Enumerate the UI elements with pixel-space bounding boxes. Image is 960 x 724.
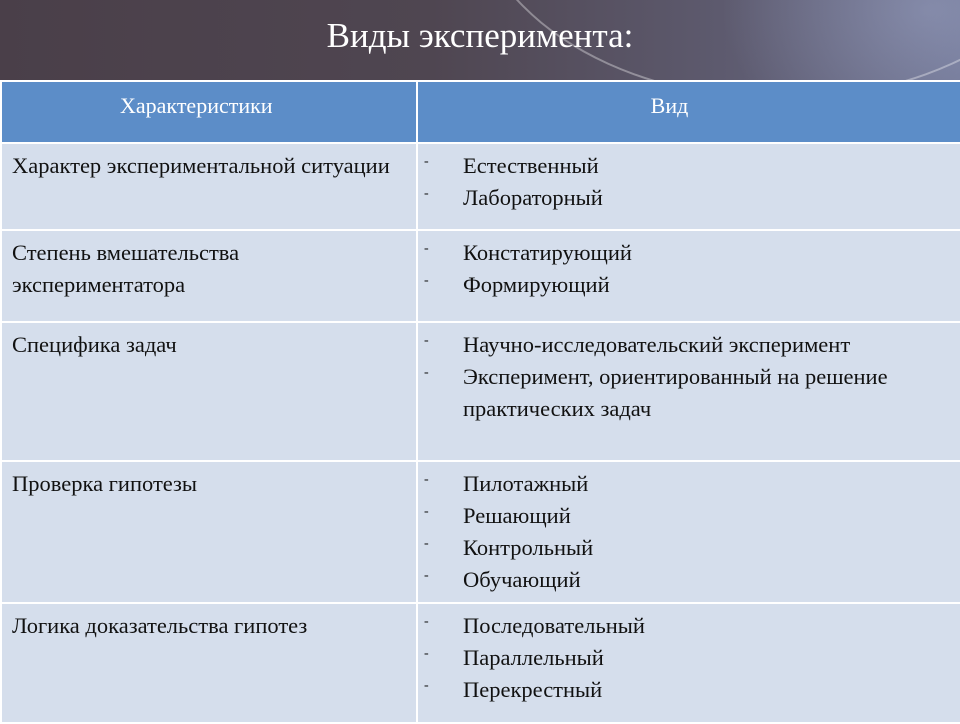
bullet-dash: -	[424, 241, 429, 256]
characteristic-cell: Специфика задач	[1, 322, 417, 461]
kind-list	[418, 468, 960, 596]
bullet-dash: -	[424, 273, 429, 288]
kind-cell	[417, 461, 960, 603]
experiment-types-table-container	[0, 80, 960, 720]
kind-label: Последовательный	[463, 613, 645, 638]
table-row	[1, 603, 960, 723]
characteristic-cell: Проверка гипотезы	[1, 461, 417, 603]
list-item	[418, 150, 960, 182]
bullet-dash: -	[424, 646, 429, 661]
bullet-dash: -	[424, 186, 429, 201]
header-kind: Вид	[417, 81, 960, 143]
table-row	[1, 461, 960, 603]
kind-cell	[417, 603, 960, 723]
kind-label: Констатирующий	[463, 240, 632, 265]
kind-label: Естественный	[463, 153, 599, 178]
kind-label: Пилотажный	[463, 471, 589, 496]
kind-list	[418, 610, 960, 706]
kind-label: Параллельный	[463, 645, 604, 670]
characteristic-cell: Характер экспериментальной ситуации	[1, 143, 417, 230]
kind-label: Обучающий	[463, 567, 581, 592]
bullet-dash: -	[424, 365, 429, 380]
title-bar	[0, 0, 960, 80]
bullet-dash: -	[424, 504, 429, 519]
list-item	[418, 674, 960, 706]
bullet-dash: -	[424, 568, 429, 583]
kind-list	[418, 329, 960, 425]
kind-label: Перекрестный	[463, 677, 603, 702]
header-characteristics: Характеристики	[1, 81, 417, 143]
characteristic-cell: Логика доказательства гипотез	[1, 603, 417, 723]
kind-label: Решающий	[463, 503, 571, 528]
table-header-row	[1, 81, 960, 143]
list-item	[418, 182, 960, 214]
list-item	[418, 361, 960, 425]
kind-list	[418, 237, 960, 301]
list-item	[418, 500, 960, 532]
bullet-dash: -	[424, 678, 429, 693]
table-row	[1, 143, 960, 230]
kind-label: Формирующий	[463, 272, 610, 297]
bullet-dash: -	[424, 614, 429, 629]
list-item	[418, 237, 960, 269]
kind-cell	[417, 143, 960, 230]
page-title: Виды эксперимента:	[326, 16, 634, 55]
experiment-types-table	[0, 80, 960, 724]
kind-label: Эксперимент, ориентированный на решение практических задач	[463, 364, 888, 421]
characteristic-cell: Степень вмешательства экспериментатора	[1, 230, 417, 322]
bullet-dash: -	[424, 536, 429, 551]
table-row	[1, 322, 960, 461]
list-item	[418, 532, 960, 564]
list-item	[418, 610, 960, 642]
list-item	[418, 269, 960, 301]
kind-label: Контрольный	[463, 535, 594, 560]
list-item	[418, 642, 960, 674]
table-row	[1, 230, 960, 322]
bullet-dash: -	[424, 154, 429, 169]
kind-label: Лабораторный	[463, 185, 603, 210]
list-item	[418, 468, 960, 500]
kind-list	[418, 150, 960, 214]
kind-cell	[417, 322, 960, 461]
bullet-dash: -	[424, 472, 429, 487]
list-item	[418, 564, 960, 596]
bullet-dash: -	[424, 333, 429, 348]
kind-cell	[417, 230, 960, 322]
kind-label: Научно-исследовательский эксперимент	[463, 332, 851, 357]
list-item	[418, 329, 960, 361]
